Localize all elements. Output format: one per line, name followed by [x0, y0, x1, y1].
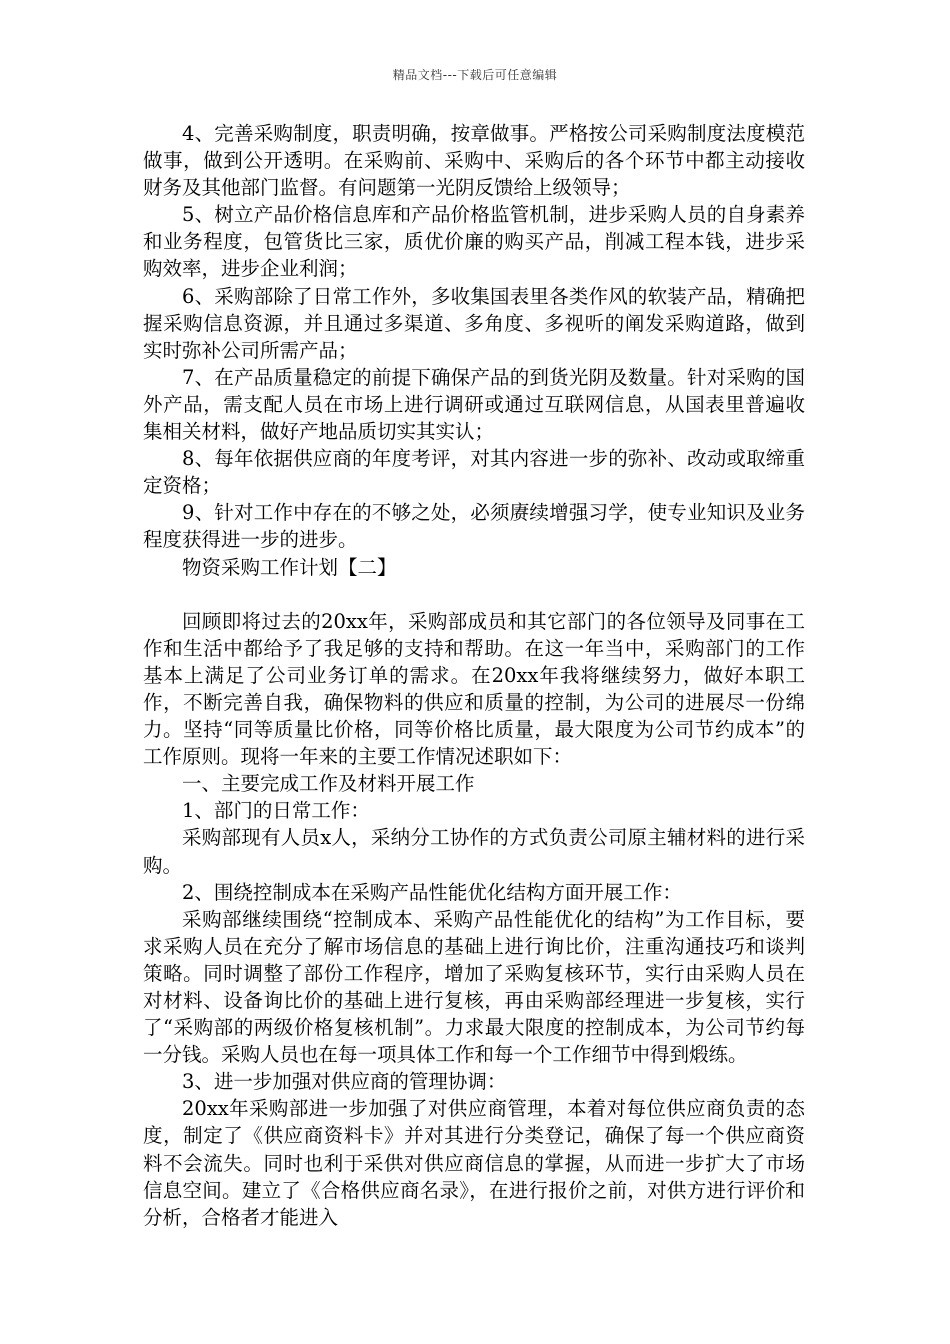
paragraph: 采购部继续围绕“控制成本、采购产品性能优化的结构”为工作目标，要求采购人员在充分了解市场信息的基础上进行询比价，注重沟通技巧和谈判策略。同时调整了部份工作程序，增加了采购复核环节，实行由采购人员在对材料、设备询比价的基础上进行复核，再由采购部经理进一步复核，实行了“采购部的两级价格复核机制”。力求最大限度的控制成本，为公司节约每一分钱。采购人员也在每一项具体工作和每一个工作细节中得到煅练。: [143, 907, 805, 1067]
paragraph: 4、完善采购制度，职责明确，按章做事。严格按公司采购制度法度模范做事，做到公开透明。在采购前、采购中、采购后的各个环节中都主动接收财务及其他部门监督。有问题第一光阴反馈给上级领导；: [143, 122, 805, 200]
paragraph: 6、采购部除了日常工作外，多收集国表里各类作风的软装产品，精确把握采购信息资源，并且通过多渠道、多角度、多视听的阐发采购道路，做到实时弥补公司所需产品；: [143, 284, 805, 362]
section-heading: 物资采购工作计划【二】: [182, 555, 397, 579]
document-body: [143, 120, 805, 1231]
page-header-watermark: 精品文档---下载后可任意编辑: [392, 68, 558, 82]
paragraph: 20xx年采购部进一步加强了对供应商管理，本着对每位供应商负责的态度，制定了《供应商资料卡》并对其进行分类登记，确保了每一个供应商资料不会流失。同时也利于采供对供应商信息的掌握，从而进一步扩大了市场信息空间。建立了《合格供应商名录》，在进行报价之前，对供方进行评价和分析，合格者才能进入: [143, 1097, 805, 1229]
paragraph: 7、在产品质量稳定的前提下确保产品的到货光阴及数量。针对采购的国外产品，需支配人员在市场上进行调研或通过互联网信息，从国表里普遍收集相关材料，做好产地品质切实其实认；: [143, 365, 805, 444]
subheading: 一、主要完成工作及材料开展工作: [182, 772, 475, 796]
blank-line: [143, 581, 805, 608]
paragraph: 8、每年依据供应商的年度考评，对其内容进一步的弥补、改动或取缔重定资格；: [143, 447, 805, 498]
paragraph: 5、树立产品价格信息库和产品价格监管机制，进步采购人员的自身素养和业务程度，包管货比三家，质优价廉的购买产品，削减工程本钱，进步采购效率，进步企业利润；: [143, 203, 805, 281]
paragraph: 采购部现有人员x人，采纳分工协作的方式负责公司原主辅材料的进行采购。: [143, 826, 805, 877]
subheading: 2、围绕控制成本在采购产品性能优化结构方面开展工作：: [182, 880, 682, 904]
subheading: 1、部门的日常工作：: [182, 799, 370, 823]
paragraph: 9、针对工作中存在的不够之处，必须赓续增强习学，使专业知识及业务程度获得进一步的进步。: [143, 501, 805, 552]
paragraph: 回顾即将过去的20xx年，采购部成员和其它部门的各位领导及同事在工作和生活中都给予了我足够的支持和帮助。在这一年当中，采购部门的工作基本上满足了公司业务订单的需求。在20xx年我将继续努力，做好本职工作，不断完善自我，确保物料的供应和质量的控制，为公司的进展尽一份绵力。坚持“同等质量比价格，同等价格比质量，最大限度为公司节约成本”的工作原则。现将一年来的主要工作情况述职如下：: [143, 609, 805, 769]
subheading: 3、进一步加强对供应商的管理协调：: [182, 1070, 507, 1094]
